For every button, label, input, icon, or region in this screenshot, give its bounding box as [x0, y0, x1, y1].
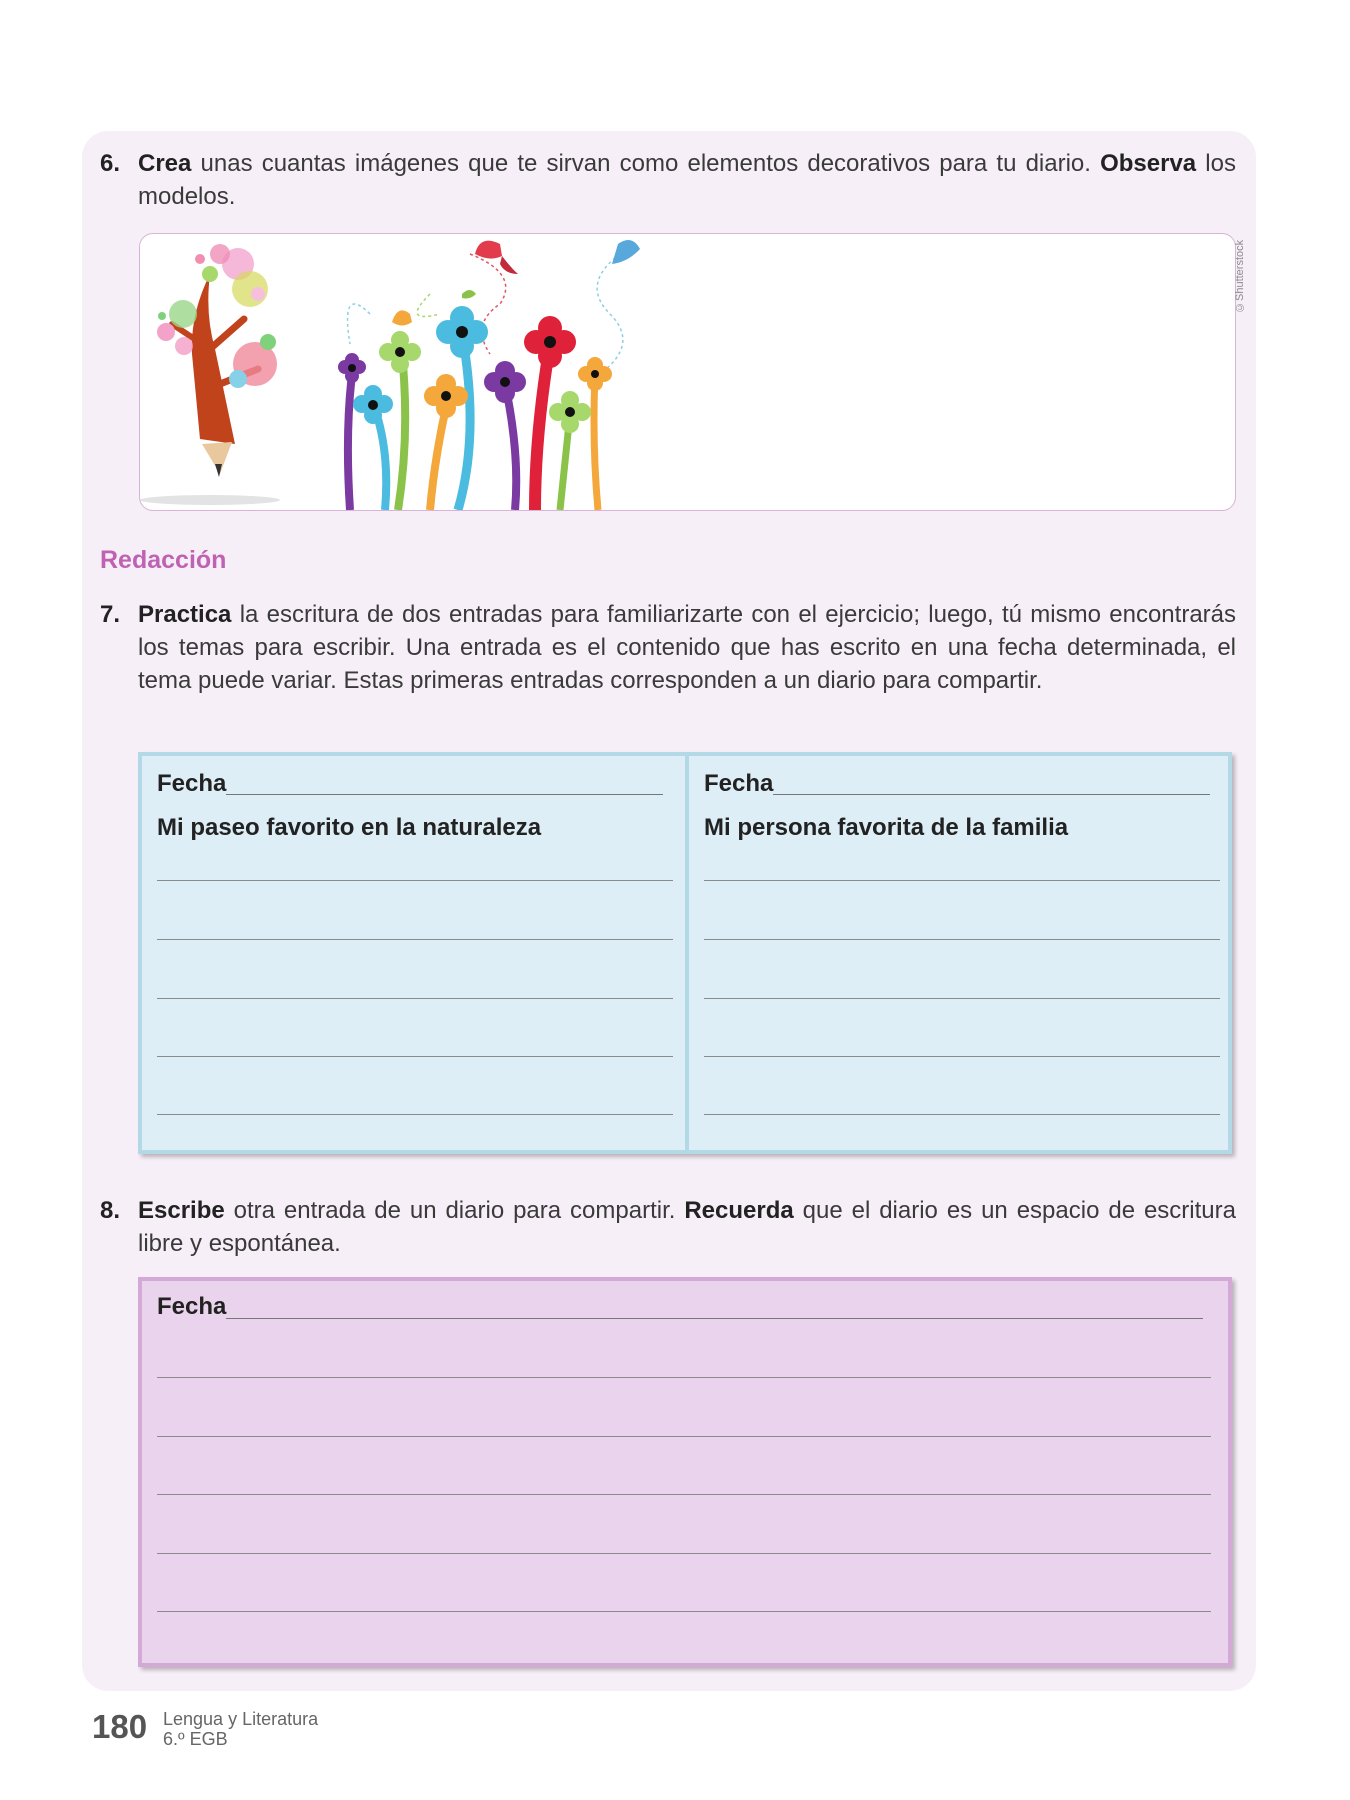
date-line[interactable] [226, 1318, 1203, 1319]
question-body: que el diario es un espacio de escritura libre y espontánea. [138, 1197, 1236, 1257]
writing-line[interactable] [704, 998, 1220, 999]
entry-topic: Mi persona favorita de la familia [704, 814, 1069, 841]
writing-line[interactable] [704, 939, 1220, 940]
question-8 [100, 1194, 1236, 1260]
date-label: Fecha [157, 1293, 227, 1320]
writing-line[interactable] [157, 880, 673, 881]
question-text [138, 598, 1236, 697]
instruction-verb: Observa [1100, 150, 1197, 177]
question-body: los modelos. [138, 150, 1236, 210]
diary-entries-box [138, 752, 1232, 1154]
decorative-illustration [140, 234, 1235, 510]
instruction-verb: Recuerda [684, 1197, 794, 1224]
date-label: Fecha [704, 770, 774, 797]
writing-line[interactable] [157, 1611, 1211, 1612]
writing-line[interactable] [157, 1377, 1211, 1378]
writing-line[interactable] [157, 1056, 673, 1057]
instruction-verb: Escribe [138, 1197, 225, 1224]
diary-entry-left [142, 756, 683, 1150]
question-body: otra entrada de un diario para compartir. [224, 1197, 685, 1224]
question-text [138, 1194, 1236, 1260]
writing-line[interactable] [157, 1436, 1211, 1437]
grade-level: 6.º EGB [163, 1729, 228, 1749]
butterfly-icon [392, 240, 640, 326]
date-label: Fecha [157, 770, 227, 797]
instruction-verb: Practica [138, 601, 232, 628]
subject-name: Lengua y Literatura [163, 1709, 319, 1729]
question-number: 6. [100, 150, 121, 177]
writing-line[interactable] [704, 1114, 1220, 1115]
question-number: 8. [100, 1197, 121, 1224]
decorative-image-box [139, 233, 1236, 511]
question-6 [100, 147, 1236, 213]
flowers-icon [338, 306, 612, 510]
writing-line[interactable] [157, 939, 673, 940]
instruction-verb: Crea [138, 150, 192, 177]
writing-line[interactable] [157, 998, 673, 999]
image-credit: ©Shutterstock [1234, 239, 1246, 313]
writing-line[interactable] [157, 1553, 1211, 1554]
question-body: unas cuantas imágenes que te sirvan como elementos decorativos para tu diario. [191, 150, 1101, 177]
question-body: la escritura de dos entradas para familiarizarte con el ejercicio; luego, tú mismo encontrarás los temas para escribir. Una entrada es el contenido que has escrito en una fecha determinada, el tema puede variar. Estas primeras entradas corresponden a un diario para compartir. [138, 601, 1236, 694]
writing-line[interactable] [704, 880, 1220, 881]
diary-entry-free [138, 1277, 1232, 1667]
question-text [138, 147, 1236, 213]
writing-line[interactable] [704, 1056, 1220, 1057]
question-number: 7. [100, 601, 121, 628]
writing-line[interactable] [157, 1114, 673, 1115]
footer-info [163, 1709, 318, 1749]
entry-topic: Mi paseo favorito en la naturaleza [157, 814, 542, 841]
writing-line[interactable] [157, 1494, 1211, 1495]
pencil-tree-icon [140, 244, 280, 505]
page-number: 180 [92, 1708, 148, 1745]
date-line[interactable] [226, 794, 663, 795]
section-title: Redacción [100, 546, 227, 574]
date-line[interactable] [773, 794, 1210, 795]
question-7 [100, 598, 1236, 697]
diary-entry-right [689, 756, 1230, 1150]
